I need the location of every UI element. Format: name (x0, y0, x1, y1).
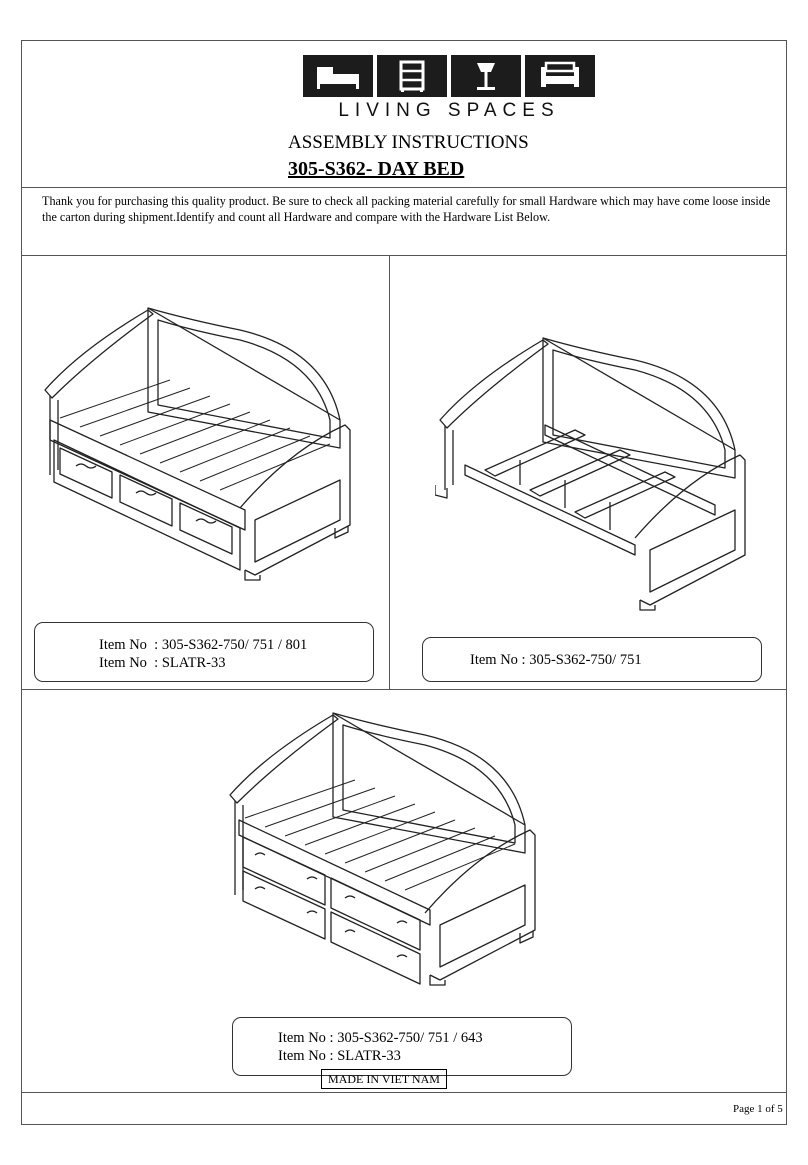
model-title: 305-S362- DAY BED (288, 158, 465, 180)
item-number-line: Item No : SLATR-33 (99, 655, 226, 671)
daybed-frame-illustration (435, 330, 750, 615)
bed-icon (303, 55, 373, 97)
item-box-panel-1 (34, 622, 374, 682)
sofa-icon (525, 55, 595, 97)
panel-divider (389, 255, 390, 689)
document-title: ASSEMBLY INSTRUCTIONS (288, 132, 529, 153)
footer-divider (22, 1092, 786, 1093)
item-number-line: Item No : 305-S362-750/ 751 / 801 (99, 637, 308, 653)
section-divider-top (22, 255, 786, 256)
brand-logo (303, 55, 595, 123)
section-divider-middle (22, 689, 786, 690)
item-number-line: Item No : SLATR-33 (278, 1048, 401, 1064)
item-box-panel-3 (232, 1017, 572, 1076)
intro-text: Thank you for purchasing this quality product. Be sure to check all packing material carefully for small Hardware which may have come loose inside the carton during shipment.Identify and count all Hardware and compare with the Hardware List Below. (42, 194, 771, 224)
item-number-line: Item No : 305-S362-750/ 751 / 643 (278, 1030, 483, 1046)
brand-name: LIVING SPACES (338, 100, 560, 121)
header-divider (22, 187, 786, 188)
page-number: Page 1 of 5 (733, 1103, 783, 1115)
daybed-with-four-drawers-illustration (225, 705, 540, 990)
item-number-line: Item No : 305-S362-750/ 751 (470, 652, 642, 668)
lamp-icon (451, 55, 521, 97)
daybed-with-drawers-illustration (40, 300, 355, 585)
item-box-panel-2 (422, 637, 762, 682)
made-in-label: MADE IN VIET NAM (321, 1069, 447, 1089)
dresser-icon (377, 55, 447, 97)
